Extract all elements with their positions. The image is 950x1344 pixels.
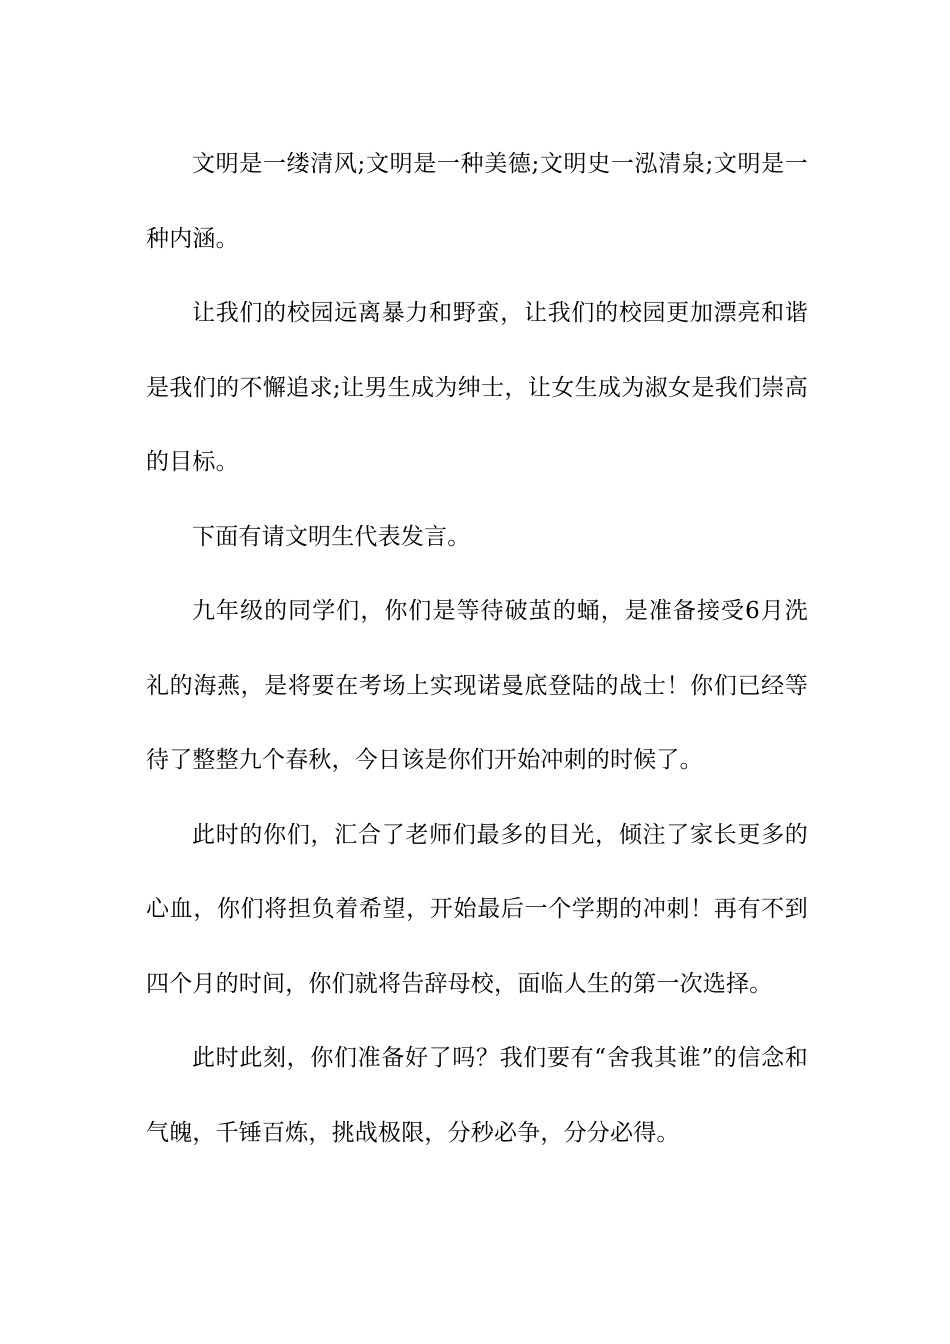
paragraph-2: 让我们的校园远离暴力和野蛮，让我们的校园更加漂亮和谐是我们的不懈追求;让男生成为绅士，让女生成为淑女是我们崇高的目标。	[146, 300, 808, 475]
paragraph-1: 文明是一缕清风;文明是一种美德;文明史一泓清泉;文明是一种内涵。	[146, 151, 808, 252]
paragraph-3: 下面有请文明生代表发言。	[192, 523, 471, 550]
document-body	[146, 127, 808, 1170]
paragraph-6: 此时此刻，你们准备好了吗？我们要有“舍我其谁”的信念和气魄，千锤百炼，挑战极限，分秒必争，分分必得。	[146, 1045, 808, 1146]
paragraph-4: 九年级的同学们，你们是等待破茧的蛹，是准备接受6月洗礼的海燕，是将要在考场上实现诺曼底登陆的战士！你们已经等待了整整九个春秋，今日该是你们开始冲刺的时候了。	[146, 598, 808, 773]
paragraph-5: 此时的你们，汇合了老师们最多的目光，倾注了家长更多的心血，你们将担负着希望，开始最后一个学期的冲刺！再有不到四个月的时间，你们就将告辞母校，面临人生的第一次选择。	[146, 821, 808, 997]
